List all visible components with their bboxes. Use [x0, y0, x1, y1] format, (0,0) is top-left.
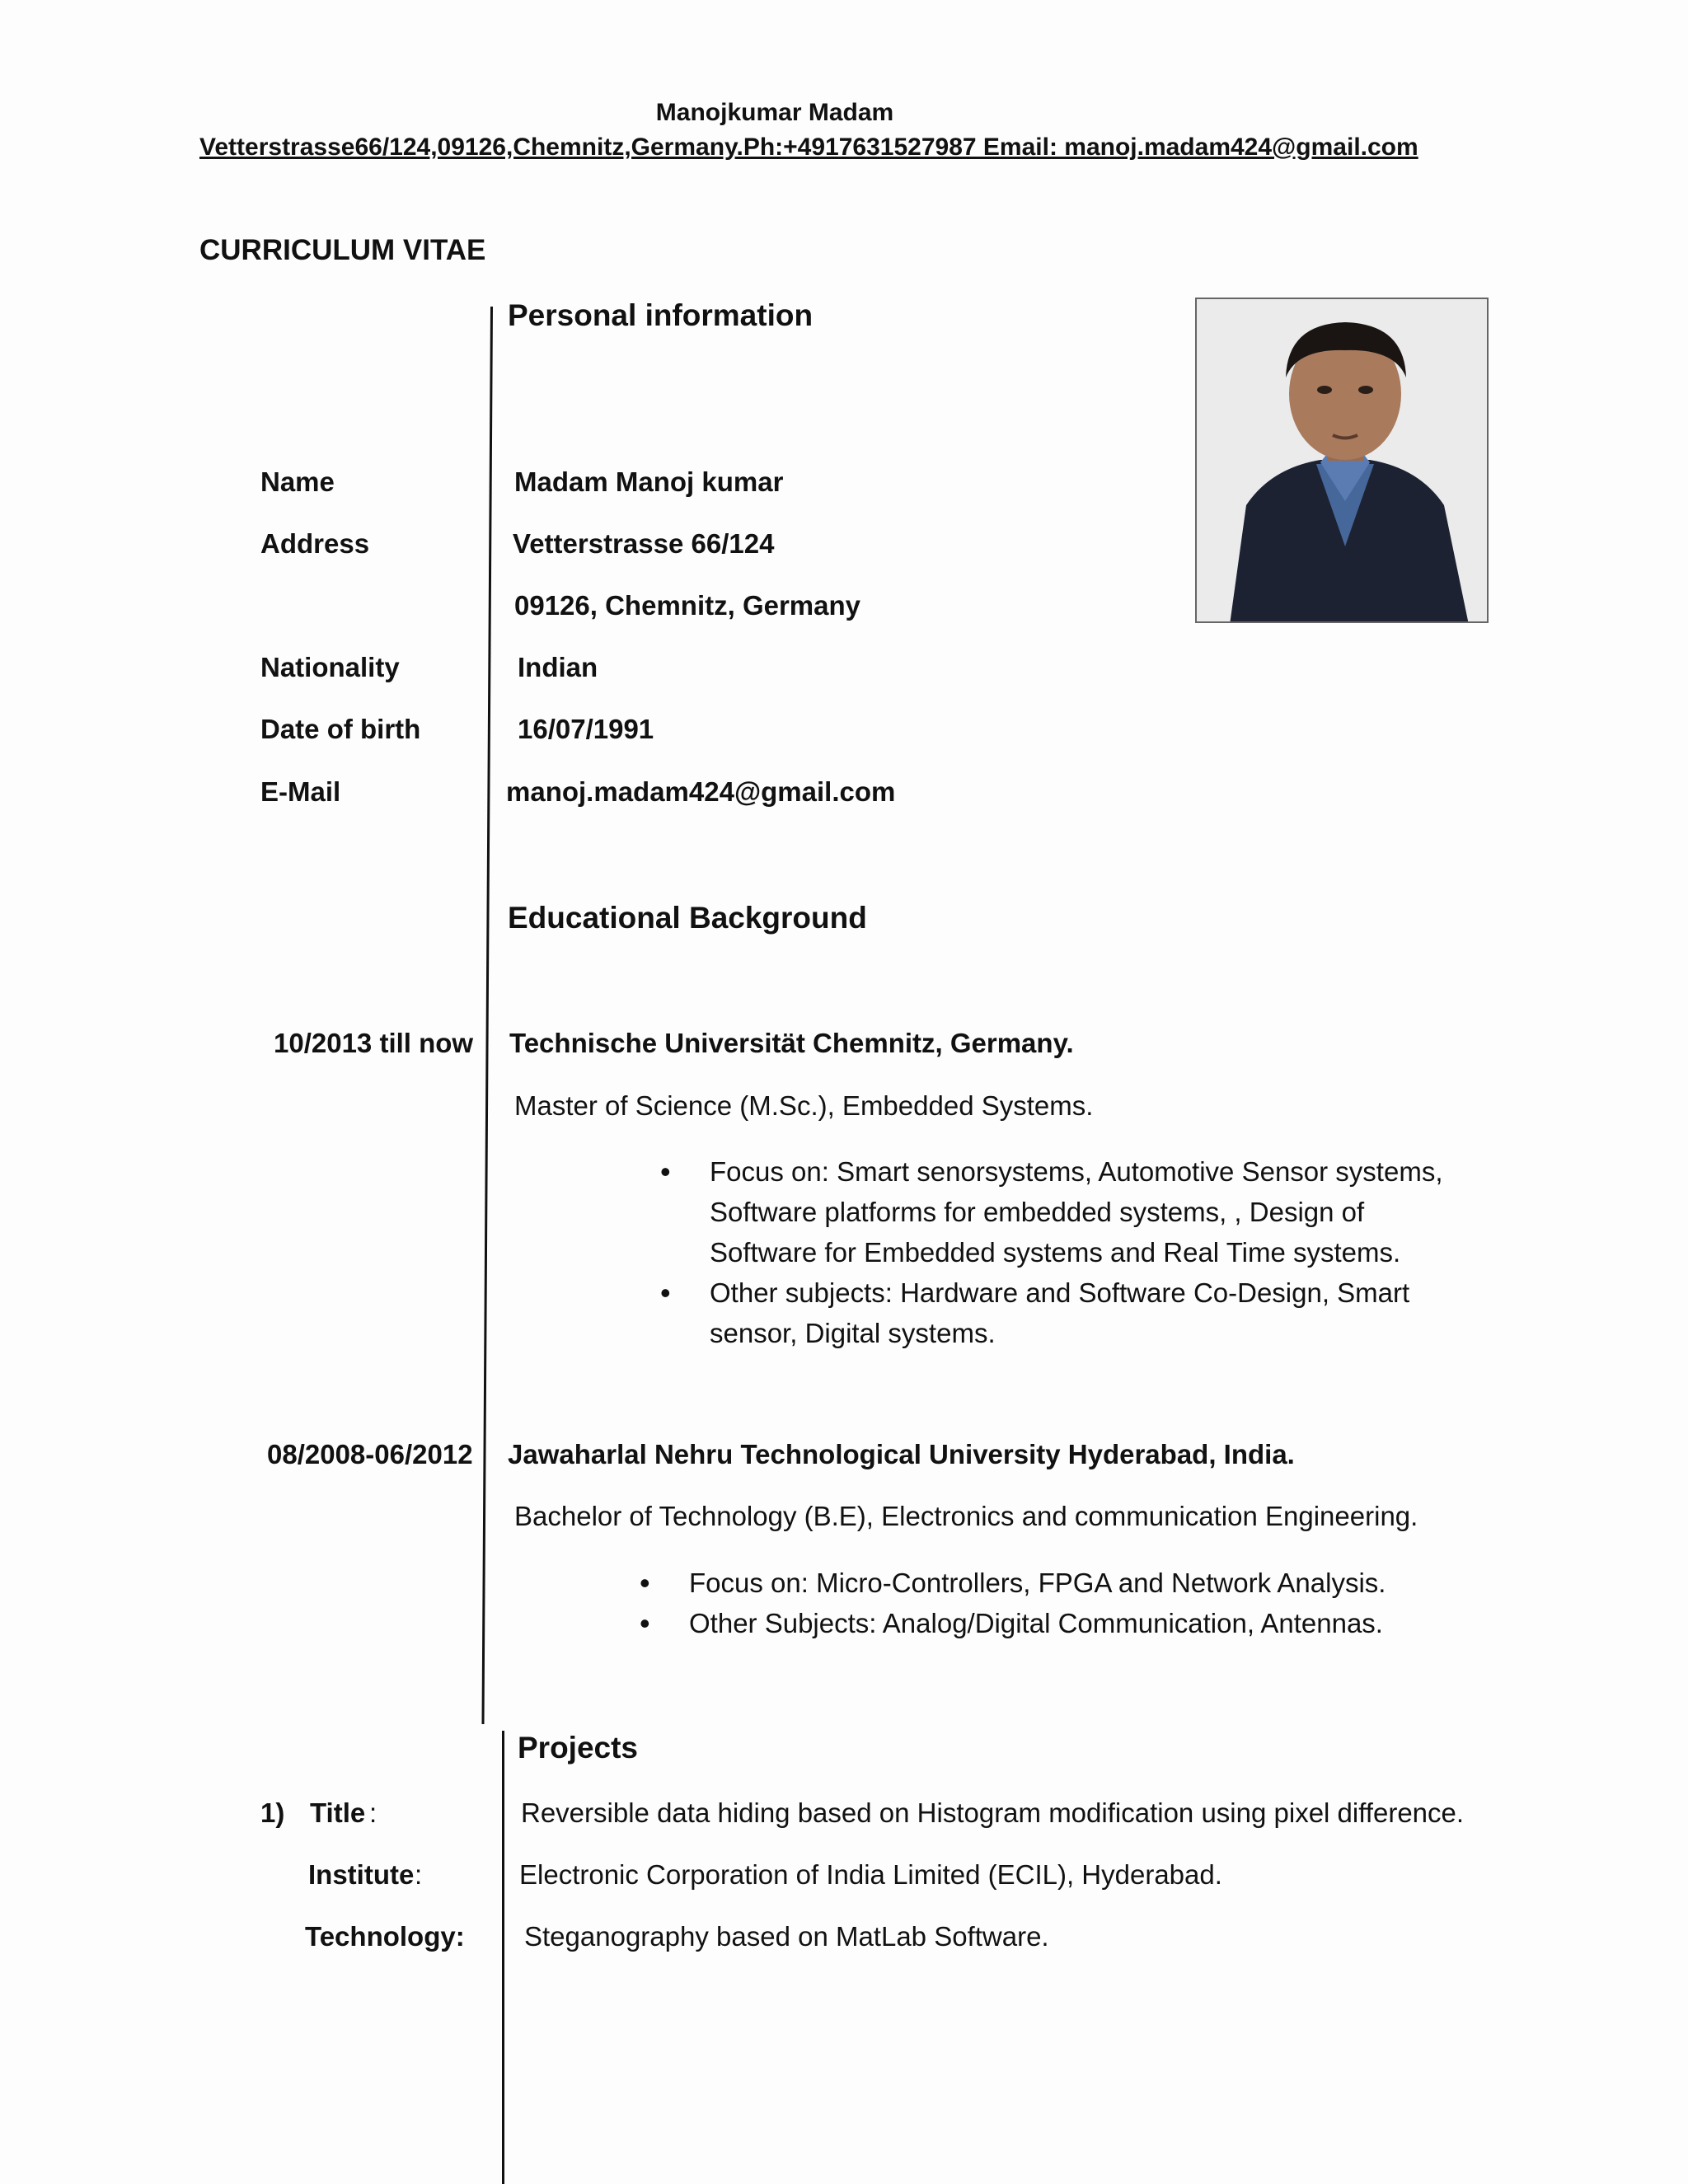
list-item: • Focus on: Micro-Controllers, FPGA and Network Analysis.: [689, 1563, 1480, 1603]
project-technology-value: Steganography based on MatLab Software.: [524, 1921, 1049, 1952]
education-institution-1: Technische Universität Chemnitz, Germany.: [509, 1028, 1074, 1058]
value-email: manoj.madam424@gmail.com: [506, 776, 896, 807]
value-date-of-birth: 16/07/1991: [518, 714, 654, 744]
person-photo-icon: [1197, 299, 1489, 623]
project-institute-colon: :: [415, 1859, 423, 1890]
education-dates-1: 10/2013 till now: [274, 1028, 474, 1058]
project-institute-value: Electronic Corporation of India Limited (ECIL), Hyderabad.: [519, 1859, 1222, 1890]
label-email: E-Mail: [260, 776, 341, 807]
label-nationality: Nationality: [260, 652, 400, 682]
list-item: • Focus on: Smart senorsystems, Automotive Sensor systems, Software platforms for embedded systems, , Design of Software for Embedded systems and Real Time systems.: [710, 1151, 1476, 1272]
value-nationality: Indian: [518, 652, 598, 682]
project-title-label: Title: [310, 1797, 366, 1828]
project-title-value: Reversible data hiding based on Histogram modification using pixel difference.: [521, 1797, 1465, 1828]
label-date-of-birth: Date of birth: [260, 714, 421, 744]
education-dates-2: 08/2008-06/2012: [267, 1439, 473, 1469]
label-address: Address: [260, 528, 370, 559]
divider-line-lower: [502, 1731, 504, 2184]
profile-photo: [1195, 298, 1489, 623]
project-title-colon: :: [369, 1797, 377, 1828]
education-institution-2: Jawaharlal Nehru Technological University Hyderabad, India.: [508, 1439, 1295, 1469]
education-degree-2: Bachelor of Technology (B.E), Electronics and communication Engineering.: [514, 1501, 1418, 1531]
project-institute-label: Institute: [308, 1859, 415, 1890]
value-address-line1: Vetterstrasse 66/124: [513, 528, 775, 559]
cv-title: CURRICULUM VITAE: [199, 234, 486, 266]
list-item: • Other subjects: Hardware and Software Co-Design, Smart sensor, Digital systems.: [710, 1272, 1476, 1353]
label-name: Name: [260, 466, 335, 497]
value-name: Madam Manoj kumar: [514, 466, 784, 497]
header-contact: Vetterstrasse66/124,09126,Chemnitz,Germany.Ph:+4917631527987 Email: manoj.madam424@gmail.com: [199, 134, 1418, 161]
value-address-line2: 09126, Chemnitz, Germany: [514, 590, 861, 621]
education-bullets-1: [710, 1151, 1476, 1353]
education-bullets-2: [689, 1563, 1480, 1643]
header-name: Manojkumar Madam: [655, 99, 894, 126]
project-number: 1): [260, 1797, 285, 1828]
list-item: • Other Subjects: Analog/Digital Communication, Antennas.: [689, 1603, 1480, 1643]
section-heading-projects: Projects: [518, 1731, 639, 1765]
education-degree-1: Master of Science (M.Sc.), Embedded Systems.: [514, 1090, 1094, 1121]
divider-line-upper: [481, 307, 493, 1724]
section-heading-education: Educational Background: [508, 901, 867, 935]
section-heading-personal: Personal information: [508, 298, 814, 332]
project-technology-label: Technology:: [305, 1921, 465, 1952]
